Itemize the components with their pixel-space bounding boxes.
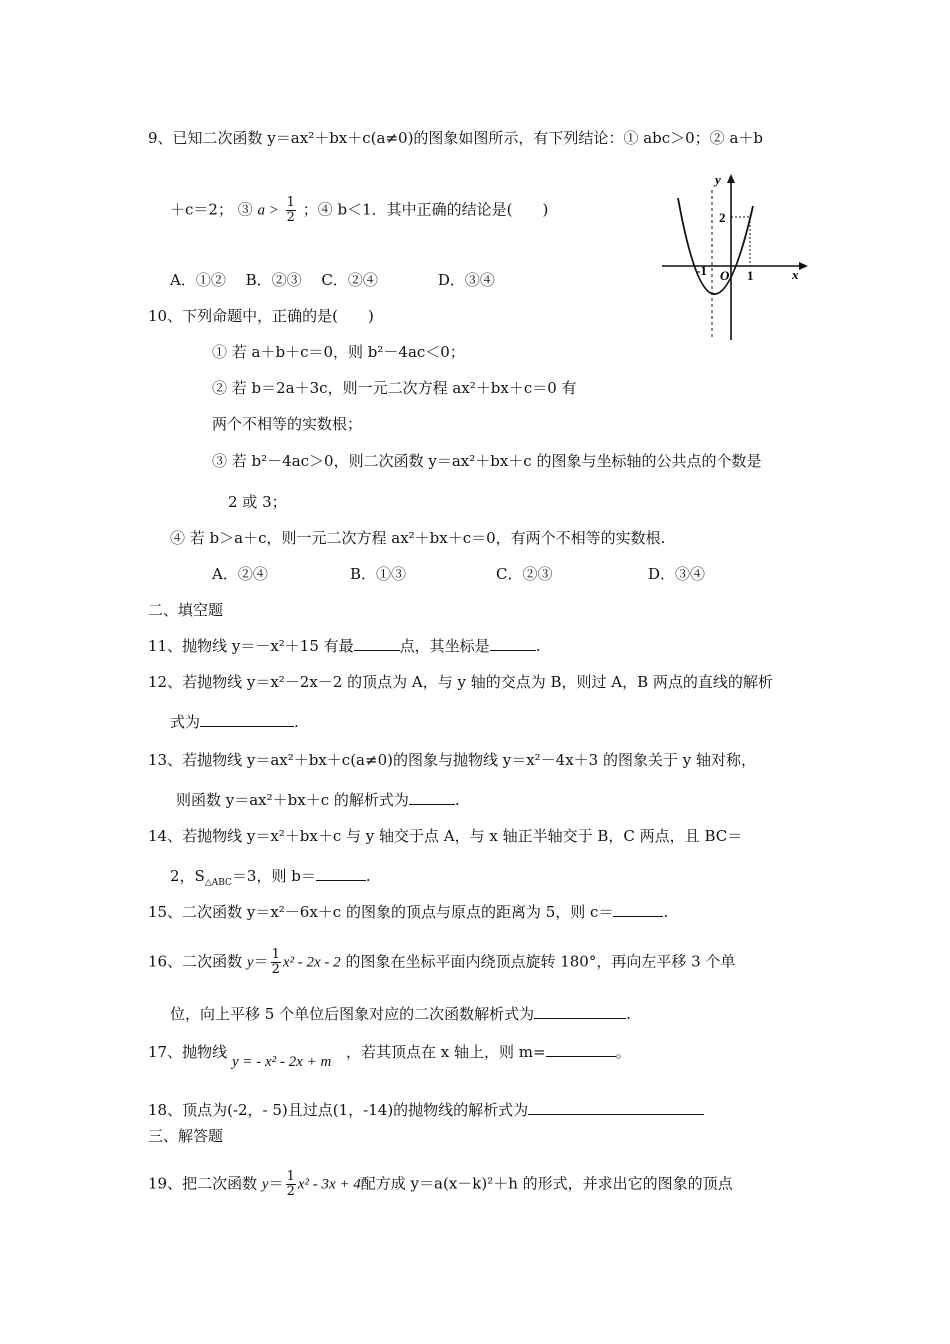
y-axis-arrow bbox=[727, 174, 735, 183]
q16-text-l2a: 位，向上平移 5 个单位后图象对应的二次函数解析式为 bbox=[170, 1005, 535, 1023]
graph-origin-label: O bbox=[720, 268, 730, 283]
q9-text-1: 9、已知二次函数 y＝ax²＋bx＋c(a≠0)的图象如图所示，有下列结论：① abc＞0；② a＋b bbox=[148, 129, 763, 147]
graph-one-label: 1 bbox=[747, 268, 754, 283]
q19-eq-rest: x² - 3x + 4 bbox=[297, 1176, 361, 1193]
q13-text-b: . bbox=[454, 791, 460, 809]
q16-line1 bbox=[148, 948, 735, 977]
q16-eq-equals: ＝ bbox=[253, 952, 269, 971]
graph-two-label: 2 bbox=[719, 210, 726, 225]
q14-subscript: △ABC bbox=[204, 878, 232, 888]
q10-option-b: B．①③ bbox=[350, 565, 407, 583]
q9-options: A．①② B．②③ C．②④ D．③④ bbox=[170, 271, 495, 289]
q19-frac-num: 1 bbox=[286, 1169, 295, 1184]
q14-blank[interactable] bbox=[316, 866, 366, 881]
q19-frac-den: 2 bbox=[286, 1184, 295, 1199]
q15-text-b: . bbox=[663, 903, 669, 921]
q11 bbox=[148, 636, 540, 656]
q16-frac-den: 2 bbox=[271, 962, 280, 977]
q10-statement-3: ③ 若 b²－4ac＞0，则二次函数 y＝ax²＋bx＋c 的图象与坐标轴的公共点的个数是 bbox=[212, 452, 762, 470]
q9-frac-den: 2 bbox=[286, 210, 295, 225]
q9-math-a: a > bbox=[257, 202, 279, 219]
q9-text-2a: ＋c＝2； ③ bbox=[170, 200, 253, 219]
q14-text-a: 2，S bbox=[170, 867, 205, 885]
q13-line2 bbox=[176, 790, 460, 810]
q10-statement-3b: 2 或 3； bbox=[228, 493, 287, 511]
q18-text-a: 18、顶点为(-2，- 5)且过点(1，-14)的抛物线的解析式为 bbox=[148, 1101, 529, 1119]
graph-neg-one-label: -1 bbox=[696, 263, 707, 278]
q14-text-c: . bbox=[365, 867, 371, 885]
q18-blank[interactable] bbox=[528, 1100, 704, 1115]
q19-line1 bbox=[148, 1170, 733, 1199]
q17-blank[interactable] bbox=[546, 1042, 616, 1057]
q14-line1: 14、若抛物线 y＝x²＋bx＋c 与 y 轴交于点 A，与 x 轴正半轴交于 B，C 两点，且 BC＝ bbox=[148, 827, 743, 845]
q17-text-a: 17、抛物线 bbox=[148, 1043, 228, 1061]
q9-fraction bbox=[286, 196, 296, 225]
q11-blank-2[interactable] bbox=[490, 636, 536, 651]
q14-line2 bbox=[170, 866, 371, 886]
q15 bbox=[148, 902, 668, 922]
q10-statement-1: ① 若 a＋b＋c＝0，则 b²－4ac＜0； bbox=[212, 343, 465, 361]
section-2-heading: 二、填空题 bbox=[148, 601, 224, 619]
q17-equation: y = - x² - 2x + m bbox=[232, 1054, 332, 1070]
q16-frac-num: 1 bbox=[271, 947, 280, 962]
q11-text-a: 11、抛物线 y＝－x²＋15 有最 bbox=[148, 637, 354, 655]
q12-line2 bbox=[170, 712, 299, 732]
q10-option-c: C．②③ bbox=[496, 565, 553, 583]
x-axis-arrow bbox=[799, 262, 808, 270]
q19-eq-y: y bbox=[261, 1176, 269, 1193]
q12-line1: 12、若抛物线 y＝x²－2x－2 的顶点为 A，与 y 轴的交点为 B，则过 A，B 两点的直线的解析 bbox=[148, 673, 773, 691]
q13-line1: 13、若抛物线 y＝ax²＋bx＋c(a≠0)的图象与抛物线 y＝x²－4x＋3 的图象关于 y 轴对称， bbox=[148, 751, 757, 769]
q16-fraction bbox=[271, 948, 281, 977]
q15-text-a: 15、二次函数 y＝x²－6x＋c 的图象的顶点与原点的距离为 5，则 c＝ bbox=[148, 903, 614, 921]
q17-line bbox=[346, 1042, 631, 1062]
q17-text-c: 。 bbox=[615, 1043, 631, 1061]
q16-text-a: 16、二次函数 bbox=[148, 952, 243, 971]
parabola-curve bbox=[678, 198, 753, 294]
q12-text-a: 式为 bbox=[170, 713, 201, 731]
q15-blank[interactable] bbox=[613, 902, 663, 917]
q11-text-b: 点，其坐标是 bbox=[399, 637, 490, 655]
q16-eq-y: y bbox=[246, 954, 254, 971]
q19-eq-equals: ＝ bbox=[268, 1174, 284, 1193]
parabola-graph bbox=[662, 170, 812, 342]
q16-blank[interactable] bbox=[534, 1004, 626, 1019]
q12-blank[interactable] bbox=[200, 712, 294, 727]
q10-statement-2b: 两个不相等的实数根； bbox=[212, 415, 363, 433]
q19-text-a: 19、把二次函数 bbox=[148, 1174, 258, 1193]
q10-option-d: D．③④ bbox=[648, 565, 706, 583]
q16-eq-rest: x² - 2x - 2 bbox=[282, 954, 341, 971]
q9-frac-num: 1 bbox=[286, 195, 295, 210]
q11-blank-1[interactable] bbox=[354, 636, 400, 651]
q10-statement-2: ② 若 b＝2a＋3c，则一元二次方程 ax²＋bx＋c＝0 有 bbox=[212, 379, 577, 397]
q10-statement-4: ④ 若 b＞a＋c，则一元二次方程 ax²＋bx＋c＝0，有两个不相等的实数根. bbox=[170, 529, 666, 547]
q16-text-l2b: . bbox=[626, 1005, 631, 1023]
q13-blank[interactable] bbox=[409, 790, 455, 805]
graph-x-label: x bbox=[792, 267, 799, 282]
q18 bbox=[148, 1100, 704, 1120]
q16-text-b: 的图象在坐标平面内绕顶点旋转 180°，再向左平移 3 个单 bbox=[345, 952, 736, 971]
q16-line2 bbox=[170, 1004, 631, 1024]
q12-text-b: . bbox=[294, 713, 299, 731]
q14-text-b: ＝3，则 b＝ bbox=[231, 867, 316, 885]
q19-text-b: 配方成 y＝a(x－k)²＋h 的形式，并求出它的图象的顶点 bbox=[360, 1174, 733, 1193]
q11-text-c: . bbox=[535, 637, 541, 655]
q13-text-a: 则函数 y＝ax²＋bx＋c 的解析式为 bbox=[176, 791, 409, 809]
q17-text-b: ，若其顶点在 x 轴上，则 m= bbox=[346, 1043, 546, 1061]
q10-option-a: A．②④ bbox=[212, 565, 268, 583]
graph-y-label: y bbox=[715, 172, 721, 187]
q9-line1 bbox=[148, 128, 763, 148]
q9-line2 bbox=[170, 196, 548, 225]
section-3-heading: 三、解答题 bbox=[148, 1127, 224, 1145]
q10-stem: 10、下列命题中，正确的是( ) bbox=[148, 307, 374, 325]
q9-text-2b: ；④ b＜1．其中正确的结论是( ) bbox=[302, 200, 549, 219]
q19-fraction bbox=[286, 1170, 296, 1199]
